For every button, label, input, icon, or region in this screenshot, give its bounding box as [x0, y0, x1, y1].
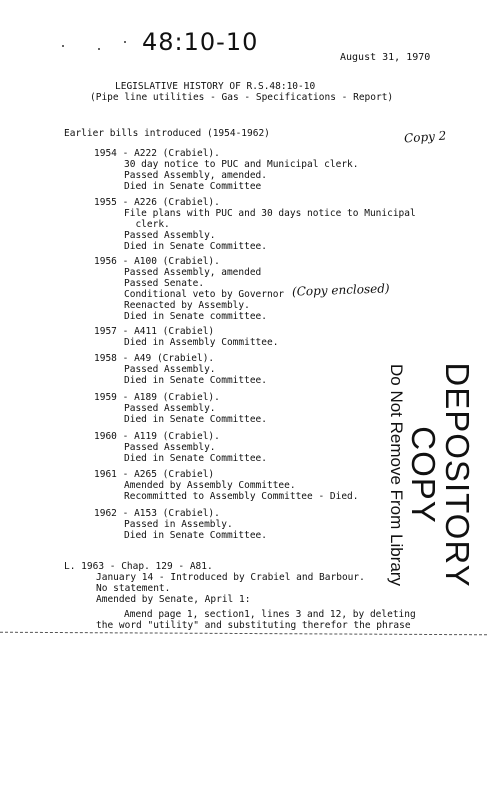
- bill-year: 1961: [94, 469, 117, 480]
- bill-entry: [94, 197, 416, 252]
- scan-speck: [98, 48, 100, 50]
- bill-entry: [94, 508, 267, 541]
- document-date: August 31, 1970: [340, 52, 431, 63]
- bill-heading: [94, 256, 284, 267]
- bill-year: 1959: [94, 392, 117, 403]
- separator: -: [116, 148, 135, 159]
- bill-action-line: Died in Senate Committee: [124, 181, 262, 192]
- bill-action-line: Amended by Assembly Committee.: [124, 480, 296, 491]
- law-1963-line: Amended by Senate, April 1:: [96, 594, 251, 605]
- separator: -: [116, 508, 135, 519]
- depository-stamp: [385, 360, 475, 590]
- bill-number: A222 (Crabiel).: [134, 148, 220, 159]
- bill-number: A189 (Crabiel).: [134, 392, 220, 403]
- dashed-cut-line: [0, 632, 487, 636]
- bill-heading: [94, 431, 267, 442]
- bill-entry: [94, 256, 284, 322]
- bill-action-line: Died in Assembly Committee.: [124, 337, 279, 348]
- bill-action-line: 30 day notice to PUC and Municipal clerk.: [124, 159, 359, 170]
- law-1963-line: No statement.: [96, 583, 171, 594]
- bill-heading: [94, 326, 278, 337]
- scan-speck: [124, 41, 126, 43]
- bill-action-line: clerk.: [124, 219, 170, 230]
- bill-action-line: Died in Senate Committee.: [124, 414, 267, 425]
- amendment-text: Amend page 1, section1, lines 3 and 12, by deleting: [124, 609, 416, 620]
- bill-action-line: Passed Assembly.: [124, 230, 216, 241]
- bill-action-line: Died in Senate committee.: [124, 311, 267, 322]
- bill-entry: [94, 148, 359, 192]
- bill-year: 1962: [94, 508, 117, 519]
- bill-year: 1958: [94, 353, 117, 364]
- separator: -: [116, 353, 135, 364]
- bill-action-line: Died in Senate Committee.: [124, 375, 267, 386]
- amendment-text: the word "utility" and substituting therefor the phrase: [96, 620, 411, 631]
- bill-action-line: Passed Assembly.: [124, 442, 216, 453]
- separator: -: [116, 197, 135, 208]
- bill-action-line: Reenacted by Assembly.: [124, 300, 250, 311]
- handwritten-copy-note: Copy 2: [403, 128, 447, 146]
- law-1963-heading: L. 1963 - Chap. 129 - A81.: [64, 561, 213, 572]
- bill-heading: [94, 353, 267, 364]
- bill-entry: [94, 431, 267, 464]
- bill-number: A226 (Crabiel).: [134, 197, 220, 208]
- bill-year: 1960: [94, 431, 117, 442]
- bill-heading: [94, 508, 267, 519]
- bill-action-line: Passed Assembly, amended: [124, 267, 262, 278]
- bill-entry: [94, 353, 267, 386]
- bill-number: A49 (Crabiel).: [134, 353, 215, 364]
- bill-entry: [94, 326, 278, 348]
- bill-heading: [94, 148, 359, 159]
- bill-heading: [94, 197, 416, 208]
- document-subtitle: (Pipe line utilities - Gas - Specifications - Report): [90, 92, 394, 103]
- bill-action-line: Passed Assembly.: [124, 364, 216, 375]
- stamp-line-1: DEPOSITORY COPY: [405, 362, 476, 588]
- bill-action-line: Recommitted to Assembly Committee - Died.: [124, 491, 359, 502]
- bill-entry: [94, 392, 267, 425]
- handwritten-veto-note: (Copy enclosed): [291, 281, 390, 299]
- stamp-line-2: Do Not Remove From Library: [387, 363, 406, 586]
- bill-action-line: Passed Senate.: [124, 278, 205, 289]
- bill-action-line: Passed Assembly.: [124, 403, 216, 414]
- bill-heading: [94, 469, 359, 480]
- bill-year: 1955: [94, 197, 117, 208]
- separator: -: [116, 326, 135, 337]
- document-title: LEGISLATIVE HISTORY OF R.S.48:10-10: [115, 81, 316, 92]
- bill-number: A153 (Crabiel).: [134, 508, 220, 519]
- bill-number: A411 (Crabiel): [134, 326, 215, 337]
- separator: -: [116, 256, 135, 267]
- bill-year: 1956: [94, 256, 117, 267]
- bill-number: A265 (Crabiel): [134, 469, 215, 480]
- section-heading: Earlier bills introduced (1954-1962): [64, 128, 270, 139]
- bill-action-line: File plans with PUC and 30 days notice to Municipal: [124, 208, 416, 219]
- separator: -: [116, 392, 135, 403]
- bill-year: 1954: [94, 148, 117, 159]
- bill-action-line: Passed in Assembly.: [124, 519, 233, 530]
- bill-action-line: Died in Senate Committee.: [124, 241, 267, 252]
- separator: -: [116, 431, 135, 442]
- bill-action-line: Conditional veto by Governor: [124, 289, 285, 300]
- bill-action-line: Died in Senate Committee.: [124, 530, 267, 541]
- bill-number: A119 (Crabiel).: [134, 431, 220, 442]
- bill-number: A100 (Crabiel).: [134, 256, 220, 267]
- bill-entry: [94, 469, 359, 502]
- bill-action-line: Passed Assembly, amended.: [124, 170, 267, 181]
- separator: -: [116, 469, 135, 480]
- bill-year: 1957: [94, 326, 117, 337]
- bill-heading: [94, 392, 267, 403]
- handwritten-code: 48:10-10: [142, 28, 259, 56]
- scan-speck: [62, 45, 64, 47]
- law-1963-line: January 14 - Introduced by Crabiel and Barbour.: [96, 572, 365, 583]
- bill-action-line: Died in Senate Committee.: [124, 453, 267, 464]
